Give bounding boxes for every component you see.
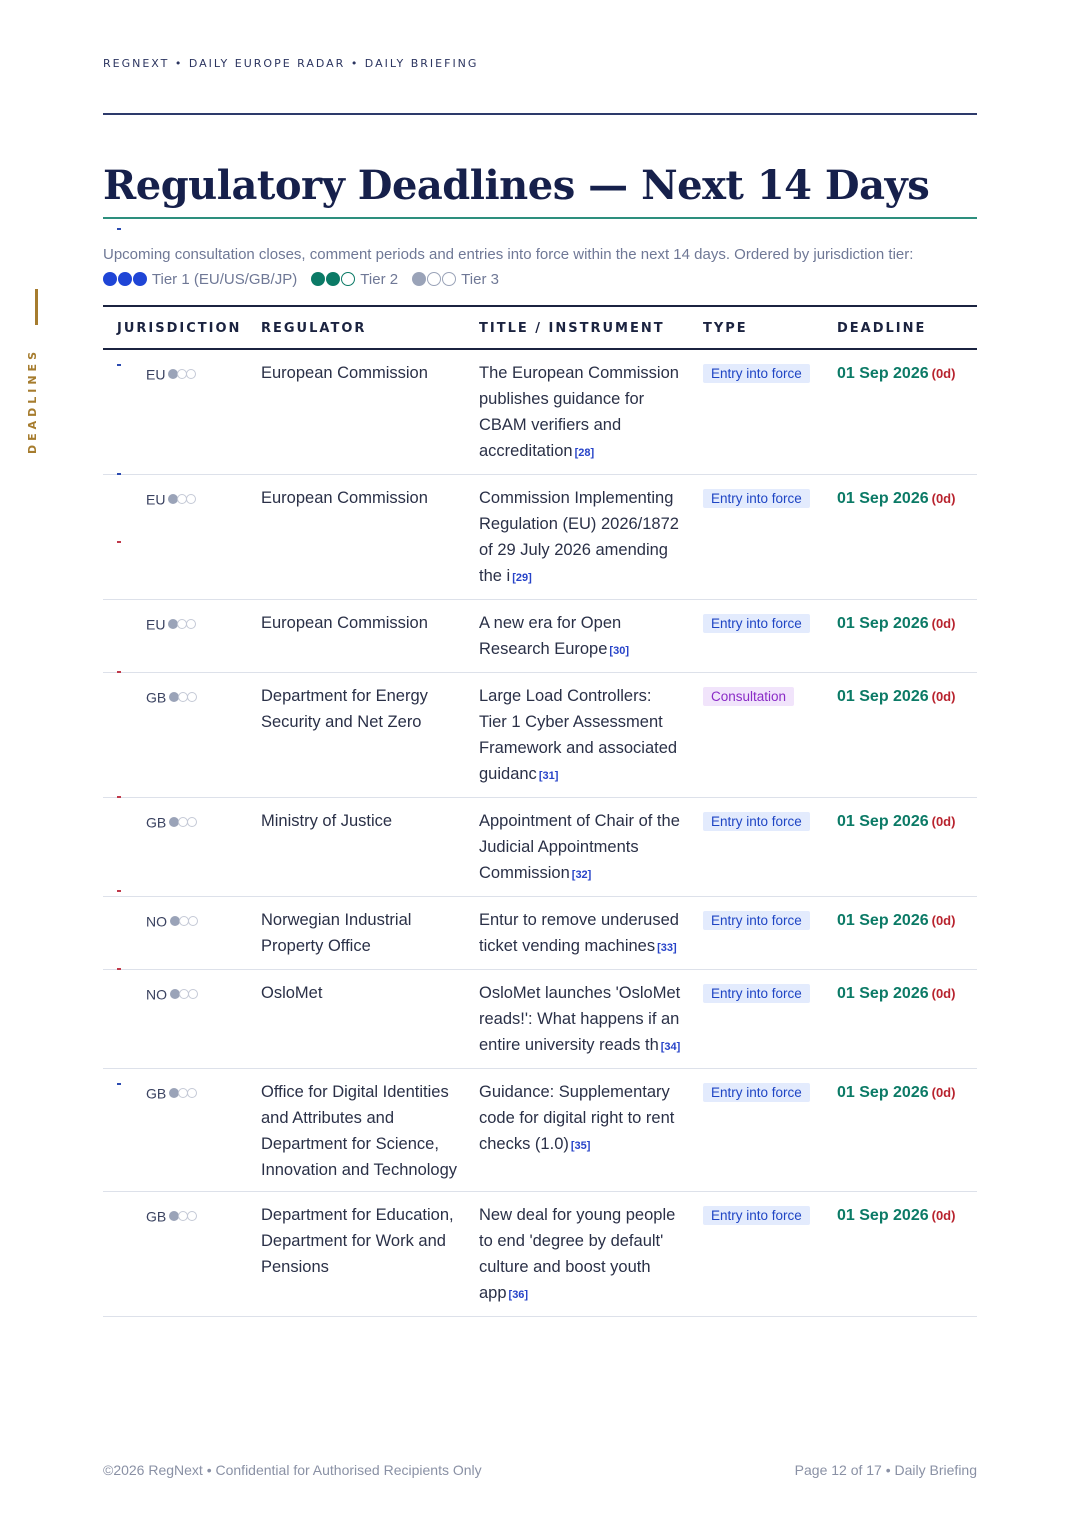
jurisdiction-code: EU xyxy=(146,491,166,508)
table-row xyxy=(103,1069,977,1192)
regulator-cell: European Commission xyxy=(261,600,479,673)
breadcrumb: REGNEXT • DAILY EUROPE RADAR • DAILY BRIEFING xyxy=(103,57,479,70)
jurisdiction-cell xyxy=(103,1069,261,1192)
deadline-cell xyxy=(837,673,977,798)
intro-description: Upcoming consultation closes, comment periods and entries into force within the next 14 days. Ordered by jurisdiction tier: xyxy=(103,246,914,263)
days-remaining: (0d) xyxy=(931,1085,956,1100)
instrument-title: Large Load Controllers: Tier 1 Cyber Assessment Framework and associated guidanc xyxy=(479,687,678,783)
jurisdiction-code: GB xyxy=(146,1085,167,1102)
table-row xyxy=(103,1192,977,1317)
reference-link[interactable]: [36] xyxy=(508,1289,529,1301)
tier-dot-icon xyxy=(412,272,426,286)
tier-dot-empty-icon xyxy=(186,369,196,379)
table-row xyxy=(103,600,977,673)
deadlines-table xyxy=(103,305,977,1317)
deadline-cell xyxy=(837,349,977,475)
tier-dot-icon xyxy=(326,272,340,286)
deadline-cell xyxy=(837,970,977,1069)
table-row xyxy=(103,897,977,970)
reference-link[interactable]: [31] xyxy=(538,770,559,782)
type-cell xyxy=(703,673,837,798)
sidebar-accent-bar xyxy=(35,289,38,325)
type-badge: Entry into force xyxy=(703,911,810,930)
row-marker xyxy=(117,1083,121,1085)
legend-tier1 xyxy=(103,271,301,288)
table-row xyxy=(103,349,977,475)
title-cell xyxy=(479,475,703,600)
page-title: Regulatory Deadlines — Next 14 Days xyxy=(103,162,930,209)
tier-dot-icon xyxy=(118,272,132,286)
type-cell xyxy=(703,349,837,475)
jurisdiction-code: GB xyxy=(146,1208,167,1225)
title-cell xyxy=(479,673,703,798)
deadline-date: 01 Sep 2026 xyxy=(837,813,929,830)
deadline-date: 01 Sep 2026 xyxy=(837,615,929,632)
reference-link[interactable]: [33] xyxy=(657,942,677,954)
days-remaining: (0d) xyxy=(931,913,956,928)
regulator-cell: Norwegian Industrial Property Office xyxy=(261,897,479,970)
instrument-title: Commission Implementing Regulation (EU) 2026/1872 of 29 July 2026 amending the i xyxy=(479,489,679,585)
column-header-regulator: REGULATOR xyxy=(261,306,479,349)
deadline-date: 01 Sep 2026 xyxy=(837,1084,929,1101)
jurisdiction-cell xyxy=(103,673,261,798)
jurisdiction-cell xyxy=(103,349,261,475)
reference-link[interactable]: [32] xyxy=(571,869,592,881)
reference-link[interactable]: [28] xyxy=(574,447,595,459)
instrument-title: New deal for young people to end 'degree by default' culture and boost youth app xyxy=(479,1206,676,1302)
tier-dot-empty-icon xyxy=(442,272,456,286)
deadline-cell xyxy=(837,1192,977,1317)
regulator-cell: Ministry of Justice xyxy=(261,798,479,897)
table-row xyxy=(103,970,977,1069)
title-tick-mark xyxy=(117,228,121,230)
deadline-date: 01 Sep 2026 xyxy=(837,490,929,507)
table-row xyxy=(103,475,977,600)
title-cell xyxy=(479,1192,703,1317)
tier-dot-empty-icon xyxy=(186,494,196,504)
type-cell xyxy=(703,798,837,897)
jurisdiction-code: EU xyxy=(146,366,166,383)
footer-page-info: Page 12 of 17 • Daily Briefing xyxy=(794,1462,977,1478)
row-marker xyxy=(117,890,121,892)
row-marker xyxy=(117,796,121,798)
column-header-jurisdiction: JURISDICTION xyxy=(103,306,261,349)
title-underline xyxy=(103,217,977,219)
days-remaining: (0d) xyxy=(931,689,956,704)
deadline-date: 01 Sep 2026 xyxy=(837,912,929,929)
type-cell xyxy=(703,1192,837,1317)
title-cell xyxy=(479,600,703,673)
type-cell xyxy=(703,600,837,673)
days-remaining: (0d) xyxy=(931,616,956,631)
type-cell xyxy=(703,970,837,1069)
table-row xyxy=(103,673,977,798)
tier-dot-empty-icon xyxy=(187,1088,197,1098)
jurisdiction-code: NO xyxy=(146,913,167,930)
days-remaining: (0d) xyxy=(931,366,956,381)
legend-tier3-label: Tier 3 xyxy=(461,271,499,288)
title-cell xyxy=(479,970,703,1069)
reference-link[interactable]: [29] xyxy=(512,572,532,584)
type-badge: Entry into force xyxy=(703,1083,810,1102)
jurisdiction-code: GB xyxy=(146,814,167,831)
tier-dot-empty-icon xyxy=(186,619,196,629)
deadline-cell xyxy=(837,798,977,897)
tier-dot-empty-icon xyxy=(188,989,198,999)
instrument-title: Entur to remove underused ticket vending machines xyxy=(479,911,679,955)
tier-dot-icon xyxy=(133,272,147,286)
type-cell xyxy=(703,1069,837,1192)
type-badge: Entry into force xyxy=(703,984,810,1003)
header-divider xyxy=(103,113,977,115)
row-marker xyxy=(117,364,121,366)
type-badge: Entry into force xyxy=(703,614,810,633)
type-badge: Consultation xyxy=(703,687,794,706)
reference-link[interactable]: [30] xyxy=(609,645,629,657)
type-badge: Entry into force xyxy=(703,364,810,383)
instrument-title: OsloMet launches 'OsloMet reads!': What happens if an entire university reads th xyxy=(479,984,681,1054)
reference-link[interactable]: [35] xyxy=(570,1140,591,1152)
legend-tier2-label: Tier 2 xyxy=(360,271,399,288)
deadline-cell xyxy=(837,600,977,673)
title-cell xyxy=(479,1069,703,1192)
legend-tier1-label: Tier 1 (EU/US/GB/JP) xyxy=(151,271,298,288)
jurisdiction-code: NO xyxy=(146,986,167,1003)
type-cell xyxy=(703,897,837,970)
sidebar-section-label: DEADLINES xyxy=(26,348,39,455)
column-header-deadline: DEADLINE xyxy=(837,306,977,349)
row-marker xyxy=(117,671,121,673)
deadline-date: 01 Sep 2026 xyxy=(837,688,929,705)
tier-dot-empty-icon xyxy=(187,1211,197,1221)
tier-dot-empty-icon xyxy=(187,692,197,702)
deadline-date: 01 Sep 2026 xyxy=(837,1207,929,1224)
regulator-cell: European Commission xyxy=(261,475,479,600)
tier-legend xyxy=(103,267,977,292)
regulator-cell: OsloMet xyxy=(261,970,479,1069)
deadline-cell xyxy=(837,475,977,600)
days-remaining: (0d) xyxy=(931,1208,956,1223)
reference-link[interactable]: [34] xyxy=(660,1041,681,1053)
jurisdiction-cell xyxy=(103,475,261,600)
jurisdiction-cell xyxy=(103,798,261,897)
type-cell xyxy=(703,475,837,600)
jurisdiction-code: EU xyxy=(146,616,166,633)
row-marker xyxy=(117,473,121,475)
legend-tier3 xyxy=(412,271,499,288)
jurisdiction-cell xyxy=(103,970,261,1069)
instrument-title: Guidance: Supplementary code for digital right to rent checks (1.0) xyxy=(479,1083,675,1153)
type-badge: Entry into force xyxy=(703,489,810,508)
tier-dot-empty-icon xyxy=(341,272,355,286)
jurisdiction-cell xyxy=(103,600,261,673)
page-footer xyxy=(103,1462,977,1478)
table-row xyxy=(103,798,977,897)
days-remaining: (0d) xyxy=(931,986,956,1001)
days-remaining: (0d) xyxy=(931,491,956,506)
tier-dot-empty-icon xyxy=(188,916,198,926)
legend-tier2 xyxy=(311,271,402,288)
title-cell xyxy=(479,897,703,970)
regulator-cell: European Commission xyxy=(261,349,479,475)
instrument-title: A new era for Open Research Europe xyxy=(479,614,622,658)
title-cell xyxy=(479,798,703,897)
regulator-cell: Department for Education, Department for Work and Pensions xyxy=(261,1192,479,1317)
title-cell xyxy=(479,349,703,475)
tier-dot-empty-icon xyxy=(187,817,197,827)
deadline-date: 01 Sep 2026 xyxy=(837,985,929,1002)
type-badge: Entry into force xyxy=(703,1206,810,1225)
deadline-date: 01 Sep 2026 xyxy=(837,365,929,382)
regulator-cell: Office for Digital Identities and Attributes and Department for Science, Innovation and Technology xyxy=(261,1069,479,1192)
deadline-cell xyxy=(837,897,977,970)
days-remaining: (0d) xyxy=(931,814,956,829)
column-header-type: TYPE xyxy=(703,306,837,349)
intro-text xyxy=(103,242,977,292)
table-header-row xyxy=(103,306,977,349)
tier-dot-empty-icon xyxy=(427,272,441,286)
instrument-title: Appointment of Chair of the Judicial Appointments Commission xyxy=(479,812,680,882)
jurisdiction-cell xyxy=(103,897,261,970)
tier-dot-icon xyxy=(103,272,117,286)
tier-dot-icon xyxy=(311,272,325,286)
column-header-title: TITLE / INSTRUMENT xyxy=(479,306,703,349)
row-marker xyxy=(117,541,121,543)
regulator-cell: Department for Energy Security and Net Zero xyxy=(261,673,479,798)
jurisdiction-cell xyxy=(103,1192,261,1317)
type-badge: Entry into force xyxy=(703,812,810,831)
footer-copyright: ©2026 RegNext • Confidential for Authorised Recipients Only xyxy=(103,1462,482,1478)
deadline-cell xyxy=(837,1069,977,1192)
row-marker xyxy=(117,968,121,970)
instrument-title: The European Commission publishes guidance for CBAM verifiers and accreditation xyxy=(479,364,679,460)
jurisdiction-code: GB xyxy=(146,689,167,706)
